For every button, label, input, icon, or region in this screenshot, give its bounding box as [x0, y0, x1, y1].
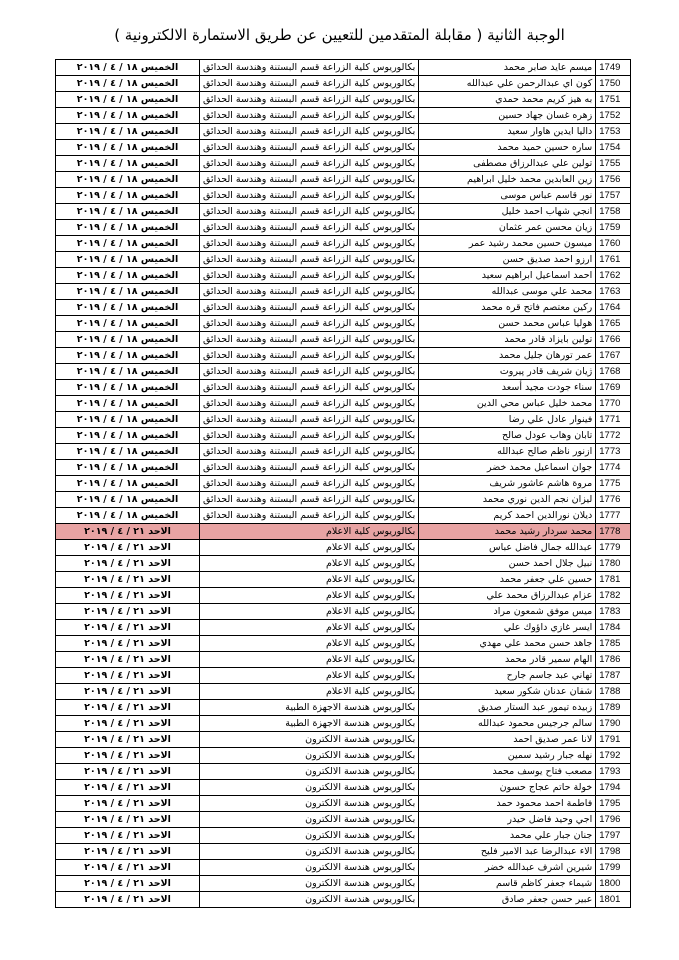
row-number: 1751: [596, 92, 631, 108]
degree-field: بكالوريوس هندسة الالكترون: [200, 828, 419, 844]
applicant-name: ليزان نجم الدين نوري محمد: [419, 492, 596, 508]
interview-date: الاحد ٢١ / ٤ / ٢٠١٩: [56, 556, 200, 572]
degree-field: بكالوريوس كلية الزراعة قسم البستنة وهندسة الحدائق: [200, 204, 419, 220]
degree-field: بكالوريوس كلية الزراعة قسم البستنة وهندسة الحدائق: [200, 428, 419, 444]
interview-date: الاحد ٢١ / ٤ / ٢٠١٩: [56, 732, 200, 748]
applicant-name: فاطمة احمد محمود حمد: [419, 796, 596, 812]
table-row: [56, 860, 631, 876]
row-number: 1791: [596, 732, 631, 748]
applicant-name: تابان وهاب عودل صالح: [419, 428, 596, 444]
table-row: [56, 572, 631, 588]
degree-field: بكالوريوس هندسة الالكترون: [200, 796, 419, 812]
table-row: [56, 684, 631, 700]
interview-date: الخميس ١٨ / ٤ / ٢٠١٩: [56, 188, 200, 204]
degree-field: بكالوريوس كلية الزراعة قسم البستنة وهندسة الحدائق: [200, 188, 419, 204]
degree-field: بكالوريوس كلية الزراعة قسم البستنة وهندسة الحدائق: [200, 108, 419, 124]
applicant-name: نبيل جلال احمد حسن: [419, 556, 596, 572]
interview-date: الاحد ٢١ / ٤ / ٢٠١٩: [56, 796, 200, 812]
table-row: [56, 396, 631, 412]
table-row: [56, 316, 631, 332]
degree-field: بكالوريوس كلية الزراعة قسم البستنة وهندسة الحدائق: [200, 92, 419, 108]
table-row: [56, 172, 631, 188]
row-number: 1789: [596, 700, 631, 716]
degree-field: بكالوريوس كلية الزراعة قسم البستنة وهندسة الحدائق: [200, 252, 419, 268]
degree-field: بكالوريوس كلية الزراعة قسم البستنة وهندسة الحدائق: [200, 476, 419, 492]
table-row: [56, 652, 631, 668]
degree-field: بكالوريوس كلية الزراعة قسم البستنة وهندسة الحدائق: [200, 396, 419, 412]
row-number: 1793: [596, 764, 631, 780]
degree-field: بكالوريوس كلية الاعلام: [200, 636, 419, 652]
row-number: 1790: [596, 716, 631, 732]
degree-field: بكالوريوس كلية الزراعة قسم البستنة وهندسة الحدائق: [200, 76, 419, 92]
interview-date: الخميس ١٨ / ٤ / ٢٠١٩: [56, 156, 200, 172]
row-number: 1761: [596, 252, 631, 268]
table-row: [56, 428, 631, 444]
table-row: [56, 332, 631, 348]
degree-field: بكالوريوس كلية الزراعة قسم البستنة وهندسة الحدائق: [200, 172, 419, 188]
table-row: [56, 444, 631, 460]
table-row: [56, 892, 631, 908]
row-number: 1783: [596, 604, 631, 620]
row-number: 1770: [596, 396, 631, 412]
row-number: 1801: [596, 892, 631, 908]
row-number: 1757: [596, 188, 631, 204]
degree-field: بكالوريوس هندسة الالكترون: [200, 892, 419, 908]
row-number: 1756: [596, 172, 631, 188]
applicant-name: شفان عدنان شكور سعيد: [419, 684, 596, 700]
row-number: 1773: [596, 444, 631, 460]
applicant-name: لانا عمر صديق احمد: [419, 732, 596, 748]
row-number: 1766: [596, 332, 631, 348]
row-number: 1795: [596, 796, 631, 812]
applicant-name: جوان اسماعيل محمد خضر: [419, 460, 596, 476]
interview-date: الاحد ٢١ / ٤ / ٢٠١٩: [56, 716, 200, 732]
table-row: [56, 620, 631, 636]
interview-date: الاحد ٢١ / ٤ / ٢٠١٩: [56, 620, 200, 636]
table-row: [56, 716, 631, 732]
interview-date: الاحد ٢١ / ٤ / ٢٠١٩: [56, 700, 200, 716]
table-row: [56, 828, 631, 844]
interview-date: الخميس ١٨ / ٤ / ٢٠١٩: [56, 348, 200, 364]
interview-date: الخميس ١٨ / ٤ / ٢٠١٩: [56, 204, 200, 220]
interview-date: الاحد ٢١ / ٤ / ٢٠١٩: [56, 652, 200, 668]
page-title: الوجبة الثانية ( مقابلة المتقدمين للتعيين عن طريق الاستمارة الالكترونية ): [114, 26, 565, 44]
row-number: 1760: [596, 236, 631, 252]
degree-field: بكالوريوس كلية الزراعة قسم البستنة وهندسة الحدائق: [200, 140, 419, 156]
row-number: 1797: [596, 828, 631, 844]
row-number: 1759: [596, 220, 631, 236]
interview-date: الخميس ١٨ / ٤ / ٢٠١٩: [56, 284, 200, 300]
applicant-name: زبيده تيمور عبد الستار صديق: [419, 700, 596, 716]
applicant-name: عبدالله جمال فاضل عباس: [419, 540, 596, 556]
row-number: 1782: [596, 588, 631, 604]
table-row: [56, 236, 631, 252]
table-row: [56, 220, 631, 236]
applicant-name: هوليا عباس محمد حسن: [419, 316, 596, 332]
row-number: 1754: [596, 140, 631, 156]
degree-field: بكالوريوس هندسة الالكترون: [200, 860, 419, 876]
interview-date: الاحد ٢١ / ٤ / ٢٠١٩: [56, 812, 200, 828]
applicant-name: ساره حسين حميد محمد: [419, 140, 596, 156]
applicant-name: داليا ايدين هاوار سعيد: [419, 124, 596, 140]
row-number: 1771: [596, 412, 631, 428]
applicant-name: مصعب فتاح يوسف محمد: [419, 764, 596, 780]
applicant-name: ازنور ناظم صالح عبدالله: [419, 444, 596, 460]
applicant-name: فينوار عادل علي رضا: [419, 412, 596, 428]
interview-date: الاحد ٢١ / ٤ / ٢٠١٩: [56, 668, 200, 684]
applicant-name: سناء جودت مجيد أسعد: [419, 380, 596, 396]
table-row: [56, 764, 631, 780]
row-number: 1778: [596, 524, 631, 540]
degree-field: بكالوريوس كلية الزراعة قسم البستنة وهندسة الحدائق: [200, 492, 419, 508]
table-row: [56, 460, 631, 476]
degree-field: بكالوريوس كلية الاعلام: [200, 684, 419, 700]
applicant-name: عزام عبدالرزاق محمد علي: [419, 588, 596, 604]
table-row: [56, 156, 631, 172]
row-number: 1775: [596, 476, 631, 492]
applicant-name: انجي شهاب احمد خليل: [419, 204, 596, 220]
row-number: 1776: [596, 492, 631, 508]
interview-date: الخميس ١٨ / ٤ / ٢٠١٩: [56, 380, 200, 396]
degree-field: بكالوريوس كلية الزراعة قسم البستنة وهندسة الحدائق: [200, 124, 419, 140]
row-number: 1779: [596, 540, 631, 556]
table-row: [56, 268, 631, 284]
degree-field: بكالوريوس كلية الاعلام: [200, 588, 419, 604]
table-row: [56, 412, 631, 428]
row-number: 1764: [596, 300, 631, 316]
degree-field: بكالوريوس كلية الزراعة قسم البستنة وهندسة الحدائق: [200, 412, 419, 428]
row-number: 1787: [596, 668, 631, 684]
degree-field: بكالوريوس كلية الاعلام: [200, 620, 419, 636]
interview-date: الخميس ١٨ / ٤ / ٢٠١٩: [56, 300, 200, 316]
interview-date: الخميس ١٨ / ٤ / ٢٠١٩: [56, 252, 200, 268]
table-row: [56, 796, 631, 812]
interview-date: الخميس ١٨ / ٤ / ٢٠١٩: [56, 76, 200, 92]
interview-date: الخميس ١٨ / ٤ / ٢٠١٩: [56, 492, 200, 508]
applicant-name: عبير حسن جعفر صادق: [419, 892, 596, 908]
degree-field: بكالوريوس كلية الاعلام: [200, 604, 419, 620]
row-number: 1768: [596, 364, 631, 380]
applicant-name: جاهد حسن محمد علي مهدي: [419, 636, 596, 652]
applicant-name: عمر تورهان جليل محمد: [419, 348, 596, 364]
table-row: [56, 556, 631, 572]
table-row: [56, 76, 631, 92]
row-number: 1762: [596, 268, 631, 284]
row-number: 1774: [596, 460, 631, 476]
table-row: [56, 748, 631, 764]
table-row: [56, 588, 631, 604]
interview-date: الخميس ١٨ / ٤ / ٢٠١٩: [56, 508, 200, 524]
degree-field: بكالوريوس كلية الزراعة قسم البستنة وهندسة الحدائق: [200, 364, 419, 380]
degree-field: بكالوريوس كلية الزراعة قسم البستنة وهندسة الحدائق: [200, 220, 419, 236]
applicant-name: محمد خليل عباس محي الدين: [419, 396, 596, 412]
row-number: 1784: [596, 620, 631, 636]
row-number: 1765: [596, 316, 631, 332]
degree-field: بكالوريوس كلية الزراعة قسم البستنة وهندسة الحدائق: [200, 508, 419, 524]
row-number: 1788: [596, 684, 631, 700]
row-number: 1781: [596, 572, 631, 588]
table-row: [56, 140, 631, 156]
applicant-name: تهاني عبد جاسم جارح: [419, 668, 596, 684]
table-row: [56, 492, 631, 508]
degree-field: بكالوريوس هندسة الالكترون: [200, 812, 419, 828]
interview-date: الاحد ٢١ / ٤ / ٢٠١٩: [56, 844, 200, 860]
table-row: [56, 60, 631, 76]
table-row: [56, 844, 631, 860]
row-number: 1763: [596, 284, 631, 300]
degree-field: بكالوريوس كلية الاعلام: [200, 652, 419, 668]
row-number: 1755: [596, 156, 631, 172]
degree-field: بكالوريوس كلية الاعلام: [200, 572, 419, 588]
row-number: 1753: [596, 124, 631, 140]
table-row: [56, 508, 631, 524]
degree-field: بكالوريوس كلية الاعلام: [200, 668, 419, 684]
table-row: [56, 300, 631, 316]
table-row: [56, 252, 631, 268]
row-number: 1750: [596, 76, 631, 92]
applicant-name: اجي وحيد فاضل حيدر: [419, 812, 596, 828]
degree-field: بكالوريوس هندسة الالكترون: [200, 780, 419, 796]
row-number: 1758: [596, 204, 631, 220]
interview-date: الاحد ٢١ / ٤ / ٢٠١٩: [56, 764, 200, 780]
applicant-name: زيان محسن عمر عثمان: [419, 220, 596, 236]
applicant-name: ارزو احمد صديق حسن: [419, 252, 596, 268]
applicant-name: ركين معتصم فاتح قره محمد: [419, 300, 596, 316]
row-number: 1799: [596, 860, 631, 876]
interview-date: الاحد ٢١ / ٤ / ٢٠١٩: [56, 684, 200, 700]
interview-date: الاحد ٢١ / ٤ / ٢٠١٩: [56, 748, 200, 764]
degree-field: بكالوريوس كلية الزراعة قسم البستنة وهندسة الحدائق: [200, 156, 419, 172]
table-row: [56, 108, 631, 124]
degree-field: بكالوريوس كلية الزراعة قسم البستنة وهندسة الحدائق: [200, 332, 419, 348]
applicant-name: ژيان شريف قادر پيروت: [419, 364, 596, 380]
table-row: [56, 732, 631, 748]
interview-date: الخميس ١٨ / ٤ / ٢٠١٩: [56, 428, 200, 444]
applicant-name: كون اي عبدالرحمن علي عبدالله: [419, 76, 596, 92]
degree-field: بكالوريوس هندسة الالكترون: [200, 876, 419, 892]
row-number: 1767: [596, 348, 631, 364]
row-number: 1769: [596, 380, 631, 396]
table-row: [56, 284, 631, 300]
applicant-name: زهره غسان جهاد حسين: [419, 108, 596, 124]
table-row: [56, 204, 631, 220]
applicants-table: [55, 59, 631, 908]
interview-date: الخميس ١٨ / ٤ / ٢٠١٩: [56, 460, 200, 476]
degree-field: بكالوريوس كلية الزراعة قسم البستنة وهندسة الحدائق: [200, 284, 419, 300]
interview-date: الخميس ١٨ / ٤ / ٢٠١٩: [56, 476, 200, 492]
table-row: [56, 476, 631, 492]
applicant-name: تولين علي عبدالرزاق مصطفى: [419, 156, 596, 172]
table-row: [56, 364, 631, 380]
row-number: 1780: [596, 556, 631, 572]
table-row: [56, 92, 631, 108]
row-number: 1785: [596, 636, 631, 652]
table-row: [56, 540, 631, 556]
applicant-name: ديلان نورالدين احمد كريم: [419, 508, 596, 524]
applicant-name: شيماء جعفر كاظم قاسم: [419, 876, 596, 892]
row-number: 1794: [596, 780, 631, 796]
interview-date: الخميس ١٨ / ٤ / ٢٠١٩: [56, 220, 200, 236]
applicant-name: احمد اسماعيل ابراهيم سعيد: [419, 268, 596, 284]
table-row: [56, 348, 631, 364]
degree-field: بكالوريوس كلية الاعلام: [200, 556, 419, 572]
degree-field: بكالوريوس هندسة الالكترون: [200, 764, 419, 780]
degree-field: بكالوريوس هندسة الاجهزة الطبية: [200, 716, 419, 732]
interview-date: الاحد ٢١ / ٤ / ٢٠١٩: [56, 780, 200, 796]
applicant-name: خولة حاتم عجاج حسون: [419, 780, 596, 796]
degree-field: بكالوريوس هندسة الاجهزة الطبية: [200, 700, 419, 716]
applicant-name: نور قاسم عباس موسى: [419, 188, 596, 204]
interview-date: الخميس ١٨ / ٤ / ٢٠١٩: [56, 412, 200, 428]
degree-field: بكالوريوس كلية الزراعة قسم البستنة وهندسة الحدائق: [200, 236, 419, 252]
row-number: 1749: [596, 60, 631, 76]
interview-date: الخميس ١٨ / ٤ / ٢٠١٩: [56, 60, 200, 76]
table-row: [56, 380, 631, 396]
row-number: 1786: [596, 652, 631, 668]
degree-field: بكالوريوس كلية الزراعة قسم البستنة وهندسة الحدائق: [200, 380, 419, 396]
interview-date: الخميس ١٨ / ٤ / ٢٠١٩: [56, 316, 200, 332]
applicant-name: زين العابدين محمد خليل ابراهيم: [419, 172, 596, 188]
degree-field: بكالوريوس كلية الزراعة قسم البستنة وهندسة الحدائق: [200, 460, 419, 476]
applicant-name: الهام سمير قادر محمد: [419, 652, 596, 668]
row-number: 1796: [596, 812, 631, 828]
applicant-name: محمد سردار رشيد محمد: [419, 524, 596, 540]
applicant-name: شيرين اشرف عبدالله خضر: [419, 860, 596, 876]
applicant-name: تولين بايزاد قادر محمد: [419, 332, 596, 348]
applicant-name: جنان جبار علي محمد: [419, 828, 596, 844]
table-row: [56, 636, 631, 652]
degree-field: بكالوريوس كلية الزراعة قسم البستنة وهندسة الحدائق: [200, 300, 419, 316]
degree-field: بكالوريوس كلية الزراعة قسم البستنة وهندسة الحدائق: [200, 268, 419, 284]
interview-date: الخميس ١٨ / ٤ / ٢٠١٩: [56, 236, 200, 252]
table-row: [56, 188, 631, 204]
applicant-name: نهله جبار رشيد سمين: [419, 748, 596, 764]
interview-date: الاحد ٢١ / ٤ / ٢٠١٩: [56, 876, 200, 892]
applicant-name: ايسر غازي داؤوك علي: [419, 620, 596, 636]
degree-field: بكالوريوس كلية الاعلام: [200, 540, 419, 556]
interview-date: الاحد ٢١ / ٤ / ٢٠١٩: [56, 892, 200, 908]
interview-date: الاحد ٢١ / ٤ / ٢٠١٩: [56, 860, 200, 876]
degree-field: بكالوريوس هندسة الالكترون: [200, 844, 419, 860]
row-number: 1800: [596, 876, 631, 892]
degree-field: بكالوريوس كلية الزراعة قسم البستنة وهندسة الحدائق: [200, 444, 419, 460]
degree-field: بكالوريوس هندسة الالكترون: [200, 732, 419, 748]
applicant-name: الاء عبدالرضا عبد الامير فليح: [419, 844, 596, 860]
applicant-name: مروة هاشم عاشور شريف: [419, 476, 596, 492]
table-row: [56, 668, 631, 684]
applicants-table-body: [56, 60, 631, 908]
applicant-name: ميسم عايد صابر محمد: [419, 60, 596, 76]
interview-date: الاحد ٢١ / ٤ / ٢٠١٩: [56, 604, 200, 620]
table-row: [56, 780, 631, 796]
table-row: [56, 876, 631, 892]
table-row: [56, 604, 631, 620]
row-number: 1777: [596, 508, 631, 524]
interview-date: الخميس ١٨ / ٤ / ٢٠١٩: [56, 444, 200, 460]
interview-date: الخميس ١٨ / ٤ / ٢٠١٩: [56, 108, 200, 124]
row-number: 1798: [596, 844, 631, 860]
interview-date: الخميس ١٨ / ٤ / ٢٠١٩: [56, 268, 200, 284]
interview-date: الاحد ٢١ / ٤ / ٢٠١٩: [56, 636, 200, 652]
table-row: [56, 812, 631, 828]
interview-date: الخميس ١٨ / ٤ / ٢٠١٩: [56, 124, 200, 140]
interview-date: الخميس ١٨ / ٤ / ٢٠١٩: [56, 364, 200, 380]
degree-field: بكالوريوس كلية الزراعة قسم البستنة وهندسة الحدائق: [200, 60, 419, 76]
interview-date: الخميس ١٨ / ٤ / ٢٠١٩: [56, 92, 200, 108]
table-row: [56, 700, 631, 716]
applicant-name: حسين علي جعفر محمد: [419, 572, 596, 588]
degree-field: بكالوريوس كلية الزراعة قسم البستنة وهندسة الحدائق: [200, 316, 419, 332]
interview-date: الخميس ١٨ / ٤ / ٢٠١٩: [56, 140, 200, 156]
interview-date: الاحد ٢١ / ٤ / ٢٠١٩: [56, 524, 200, 540]
table-row: [56, 124, 631, 140]
interview-date: الاحد ٢١ / ٤ / ٢٠١٩: [56, 540, 200, 556]
degree-field: بكالوريوس كلية الزراعة قسم البستنة وهندسة الحدائق: [200, 348, 419, 364]
interview-date: الخميس ١٨ / ٤ / ٢٠١٩: [56, 396, 200, 412]
applicant-name: ميس موفق شمعون مراد: [419, 604, 596, 620]
table-row-highlighted: [56, 524, 631, 540]
applicant-name: محمد علي موسى عبدالله: [419, 284, 596, 300]
interview-date: الاحد ٢١ / ٤ / ٢٠١٩: [56, 588, 200, 604]
degree-field: بكالوريوس هندسة الالكترون: [200, 748, 419, 764]
interview-date: الخميس ١٨ / ٤ / ٢٠١٩: [56, 332, 200, 348]
row-number: 1792: [596, 748, 631, 764]
interview-date: الاحد ٢١ / ٤ / ٢٠١٩: [56, 572, 200, 588]
applicant-name: به هيز كريم محمد حمدي: [419, 92, 596, 108]
applicant-name: ميسون حسين محمد رشيد عمر: [419, 236, 596, 252]
interview-date: الاحد ٢١ / ٤ / ٢٠١٩: [56, 828, 200, 844]
interview-date: الخميس ١٨ / ٤ / ٢٠١٩: [56, 172, 200, 188]
degree-field: بكالوريوس كلية الاعلام: [200, 524, 419, 540]
applicant-name: سالم جرجيس محمود عبدالله: [419, 716, 596, 732]
row-number: 1752: [596, 108, 631, 124]
row-number: 1772: [596, 428, 631, 444]
